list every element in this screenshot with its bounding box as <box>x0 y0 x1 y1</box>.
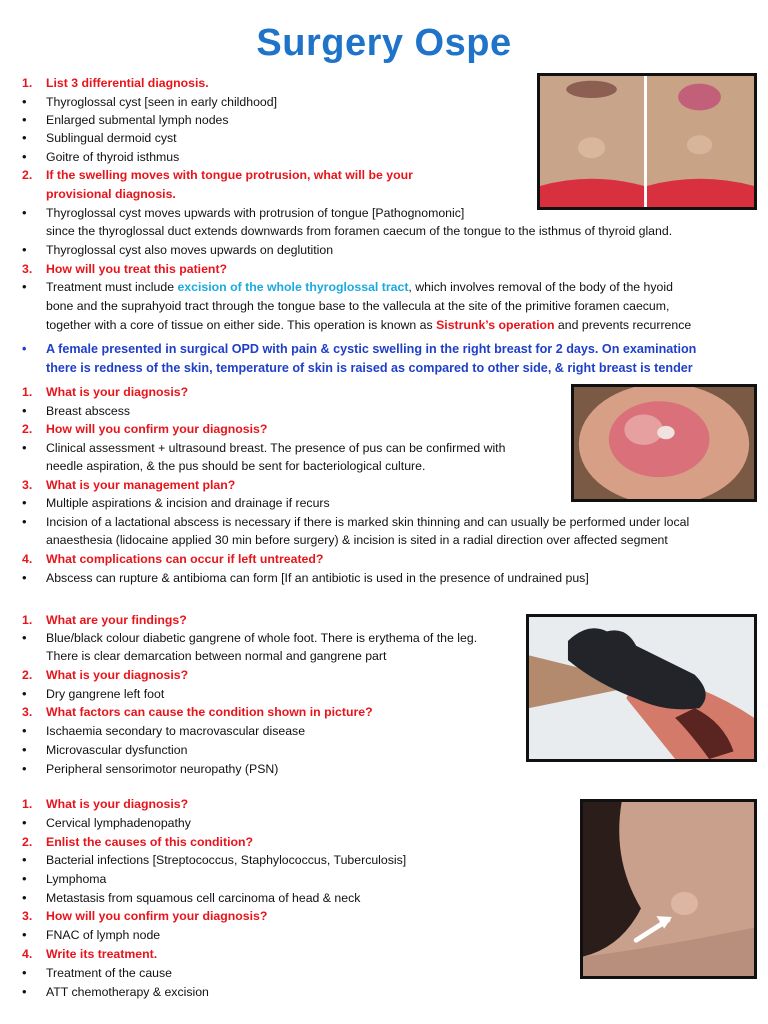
thyroglossal-cyst-photo <box>537 73 757 210</box>
breast-abscess-photo <box>571 384 757 502</box>
answer-bullet: • Incision of a lactational abscess is necessary if there is marked skin thinning and can usually be performed under local <box>22 514 690 529</box>
answer-bullet: • Sublingual dermoid cyst <box>22 130 177 145</box>
answer-continuation: There is clear demarcation between normal and gangrene part <box>46 649 387 663</box>
question: 1. What are your findings? <box>22 613 187 627</box>
answer-bullet: • Ischaemia secondary to macrovascular disease <box>22 723 306 738</box>
question: 4. Write its treatment. <box>22 947 158 961</box>
neck-lymph-node-photo <box>580 799 757 979</box>
question: 3. What is your management plan? <box>22 478 236 492</box>
answer-bullet: • Clinical assessment + ultrasound breast. The presence of pus can be confirmed with <box>22 440 506 455</box>
answer-bullet: • Microvascular dysfunction <box>22 742 188 757</box>
question: 2. How will you confirm your diagnosis? <box>22 422 268 436</box>
answer-bullet: • Thyroglossal cyst moves upwards with protrusion of tongue [Pathognomonic] <box>22 205 465 220</box>
page-title: Surgery Ospe <box>256 22 512 64</box>
answer-bullet: • Metastasis from squamous cell carcinoma of head & neck <box>22 890 361 905</box>
answer-bullet: • Bacterial infections [Streptococcus, Staphylococcus, Tuberculosis] <box>22 852 407 867</box>
question: 3. How will you treat this patient? <box>22 262 228 276</box>
answer-continuation: together with a core of tissue on either side. This operation is known as Sistrunk’s operation and prevents recurrence <box>46 318 692 332</box>
answer-continuation: since the thyroglossal duct extends downwards from foramen caecum of the tongue to the isthmus of thyroid gland. <box>46 224 673 238</box>
answer-continuation: needle aspiration, & the pus should be sent for bacteriological culture. <box>46 459 426 473</box>
question: 4. What complications can occur if left untreated? <box>22 552 324 566</box>
answer-continuation: bone and the suprahyoid tract through the tongue base to the vallecula at the site of the primitive foramen caecum, <box>46 299 670 313</box>
question: 3. How will you confirm your diagnosis? <box>22 909 268 923</box>
answer-bullet: • Thyroglossal cyst [seen in early childhood] <box>22 94 278 109</box>
question: 2. What is your diagnosis? <box>22 668 189 682</box>
question: 2. Enlist the causes of this condition? <box>22 835 254 849</box>
answer-bullet: • ATT chemotherapy & excision <box>22 984 209 999</box>
answer-bullet: • Thyroglossal cyst also moves upwards on deglutition <box>22 242 334 257</box>
answer-continuation: anaesthesia (lidocaine applied 30 min before surgery) & incision is sited in a radial direction over affected segment <box>46 533 668 547</box>
question-continuation: provisional diagnosis. <box>46 187 176 201</box>
gangrene-foot-photo <box>526 614 757 762</box>
answer-bullet: • Dry gangrene left foot <box>22 686 165 701</box>
answer-bullet: • Cervical lymphadenopathy <box>22 815 191 830</box>
answer-bullet: • Abscess can rupture & antibioma can form [If an antibiotic is used in the presence of undrained pus] <box>22 570 589 585</box>
answer-bullet: • FNAC of lymph node <box>22 927 161 942</box>
answer-bullet: • Treatment of the cause <box>22 965 172 980</box>
question: 1. What is your diagnosis? <box>22 797 189 811</box>
answer-bullet: • Lymphoma <box>22 871 107 886</box>
question: 2. If the swelling moves with tongue protrusion, what will be your <box>22 168 413 182</box>
case-intro: • A female presented in surgical OPD with pain & cystic swelling in the right breast for 2 days. On examination there is redness of the skin, temperature of skin is raised as compared to other side, & right breast is tender <box>22 342 697 375</box>
answer-bullet: • Goitre of thyroid isthmus <box>22 149 180 164</box>
answer-bullet: • Blue/black colour diabetic gangrene of whole foot. There is erythema of the leg. <box>22 630 478 645</box>
answer-bullet: • Peripheral sensorimotor neuropathy (PSN) <box>22 761 279 776</box>
answer-bullet: • Breast abscess <box>22 403 131 418</box>
question: 1. What is your diagnosis? <box>22 385 189 399</box>
answer-bullet: • Multiple aspirations & incision and drainage if recurs <box>22 495 330 510</box>
question: 3. What factors can cause the condition shown in picture? <box>22 705 373 719</box>
answer-bullet: • Treatment must include excision of the whole thyroglossal tract, which involves removal of the body of the hyoid <box>22 279 673 294</box>
question: 1. List 3 differential diagnosis. <box>22 76 209 90</box>
answer-bullet: • Enlarged submental lymph nodes <box>22 112 229 127</box>
